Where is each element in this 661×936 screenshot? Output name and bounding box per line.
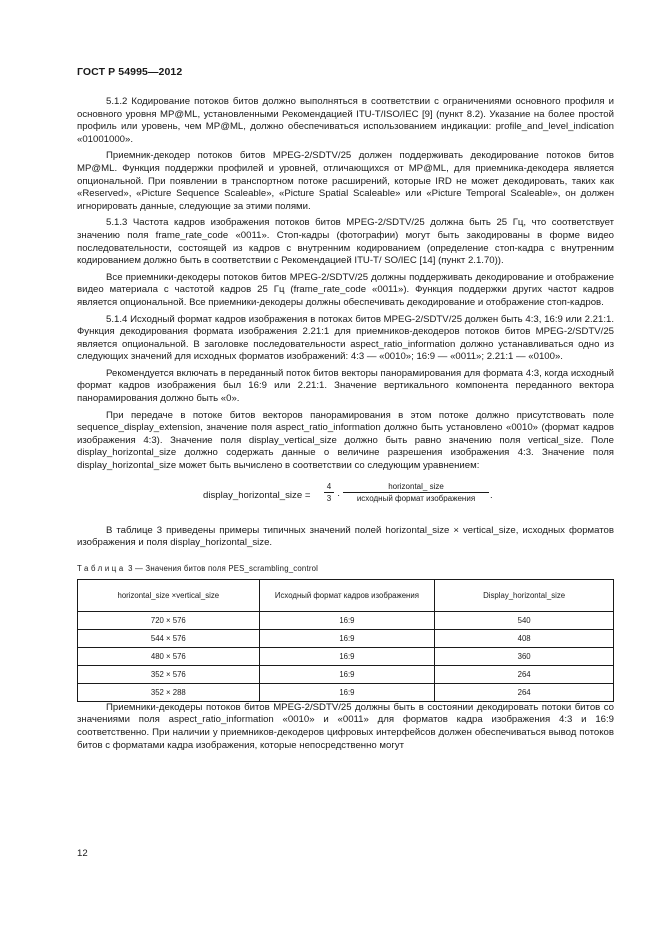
document-header: ГОСТ Р 54995—2012: [77, 66, 183, 78]
table-cell: 544 × 576: [78, 629, 260, 647]
formula-frac2-denominator: исходный формат изображения: [356, 493, 476, 503]
table-cell: 540: [435, 611, 614, 629]
table-row: [78, 647, 614, 665]
table-cell: 264: [435, 683, 614, 701]
table-header-cell: Display_horizontal_size: [435, 579, 614, 611]
table-header-row: [78, 579, 614, 611]
table-row: [78, 629, 614, 647]
formula-fraction-4-3: [324, 481, 334, 505]
paragraph-pan-vectors: Рекомендуется включать в переданный поток битов векторы панорамирования для формата 4:3, когда исходный формат кадров изображения был 16:9 или 2.21:1. Значение вертикального компонента переданного вектора панорамирования должно быть «0».: [77, 367, 614, 405]
paragraph-5-1-3: 5.1.3 Частота кадров изображения потоков битов MPEG-2/SDTV/25 должна быть 25 Гц, что соответствует значению поля frame_rate_code «0011». Стоп-кадры (фотографии) могут быть закодированы в форме видео последовательности, состоящей из кадров с внутренним кодированием (определение стоп-кадра с внутренним кодированием должно быть в соответствии с Рекомендацией ITU-T/ SO/IEC [14] (пункт 2.1.70)).: [77, 217, 614, 267]
paragraph-frame-rate-support: Все приемники-декодеры потоков битов MPEG-2/SDTV/25 должны поддерживать декодирование и отображение видео материала с частотой кадров 25 Гц (frame_rate_code «0011»). Функция поддержки других частот кадров является опциональной. Все приемники-декодеры должны обеспечивать декодирование и отображение стоп-кадров.: [77, 271, 614, 308]
table-row: [78, 683, 614, 701]
table-cell: 720 × 576: [78, 611, 260, 629]
document-body: [77, 96, 614, 756]
table-cell: 352 × 576: [78, 665, 260, 683]
page-number: 12: [77, 848, 88, 859]
table-cell: 16:9: [259, 665, 435, 683]
table-caption-text: 3 — Значения битов поля PES_scrambling_control: [128, 563, 319, 573]
formula-end-period: .: [490, 489, 493, 501]
table-row: [78, 611, 614, 629]
table-cell: 480 × 576: [78, 647, 260, 665]
formula-frac2-numerator: horizontal_ size: [343, 481, 489, 493]
formula-frac1-numerator: 4: [324, 481, 334, 493]
table-cell: 264: [435, 665, 614, 683]
paragraph-table-intro: В таблице 3 приведены примеры типичных значений полей horizontal_size × vertical_size, исходных форматов изображения и поля display_horizontal_size.: [77, 524, 614, 549]
table-cell: 16:9: [259, 629, 435, 647]
table-header-cell: Исходный формат кадров изображения: [259, 579, 435, 611]
table-caption: [77, 564, 614, 573]
paragraph-after-table: Приемники-декодеры потоков битов MPEG-2/SDTV/25 должны быть в состоянии декодировать потоки битов со значениями поля aspect_ratio_information «0010» и «0011» для форматов кадра изображения 4:3 и 16:9 соответственно. При наличии у приемников-декодеров цифровых интерфейсов должен обеспечиваться вывод потоков битов с форматами кадра изображения, которые непосредственно могут: [77, 701, 614, 751]
formula-lhs: display_horizontal_size =: [203, 489, 311, 501]
table-cell: 16:9: [259, 683, 435, 701]
display-size-formula: [77, 481, 614, 513]
table-cell: 360: [435, 647, 614, 665]
table-caption-label: Таблица: [77, 563, 126, 573]
table-cell: 16:9: [259, 611, 435, 629]
formula-frac1-denominator: 3: [326, 493, 332, 503]
formula-multiply-dot: ·: [337, 489, 341, 501]
table-cell: 408: [435, 629, 614, 647]
values-table: [77, 579, 614, 702]
table-header-cell: horizontal_size ×vertical_size: [78, 579, 260, 611]
table-cell: 352 × 288: [78, 683, 260, 701]
paragraph-5-1-2: 5.1.2 Кодирование потоков битов должно выполняться в соответствии с ограничениями основного профиля и основного уровня MP@ML, установленными Рекомендацией ITU-T/ISO/IEC [9] (пункт 8.2). Указание на более простой профиль или уровень, чем MP@ML, должно обеспечиваться использованием индикации: profile_and_level_indication «01001000».: [77, 96, 614, 145]
paragraph-decoder-support: Приемник-декодер потоков битов MPEG-2/SDTV/25 должен поддерживать декодирование потоков битов MP@ML. Функция поддержки профилей и уровней, отличающихся от MP@ML, для приемника-декодера является опциональной. При появлении в транспортном потоке расширений, которые IRD не может декодировать, таких как «Reserved», «Picture Sequence Scaleable», «Picture Spatial Scaleable» или «Picture Temporal Scaleable», он должен игнорировать данные, следующие за этими полями.: [77, 150, 614, 212]
paragraph-5-1-4: 5.1.4 Исходный формат кадров изображения в потоках битов MPEG-2/SDTV/25 должен быть 4:3, 16:9 или 2.21:1. Функция декодирования формата изображения 2.21:1 для приемников-декодеров потоков битов MPEG-2/SDTV/25 является опциональной. В заголовке последовательности aspect_ratio_information должно устанавливаться одно из следующих значений для исходных форматов изображений: 4:3 — «0010»; 16:9 — «0011»; 2.21:1 — «0100».: [77, 313, 614, 363]
formula-fraction-size: [343, 481, 489, 505]
table-cell: 16:9: [259, 647, 435, 665]
table-row: [78, 665, 614, 683]
paragraph-display-extension: При передаче в потоке битов векторов панорамирования в этом потоке должно присутствовать поле sequence_display_extension, значение поля aspect_ratio_information должно быть установлено «0010» (формат кадров изображения 4:3). Значение поля display_vertical_size должно быть равно значению поля vertical_size. Поле display_horizontal_size должно содержать данные о величине разрешения изображения 4:3. Значение поля display_horizontal_size может быть вычислено в соответствии со следующим уравнением:: [77, 409, 614, 472]
